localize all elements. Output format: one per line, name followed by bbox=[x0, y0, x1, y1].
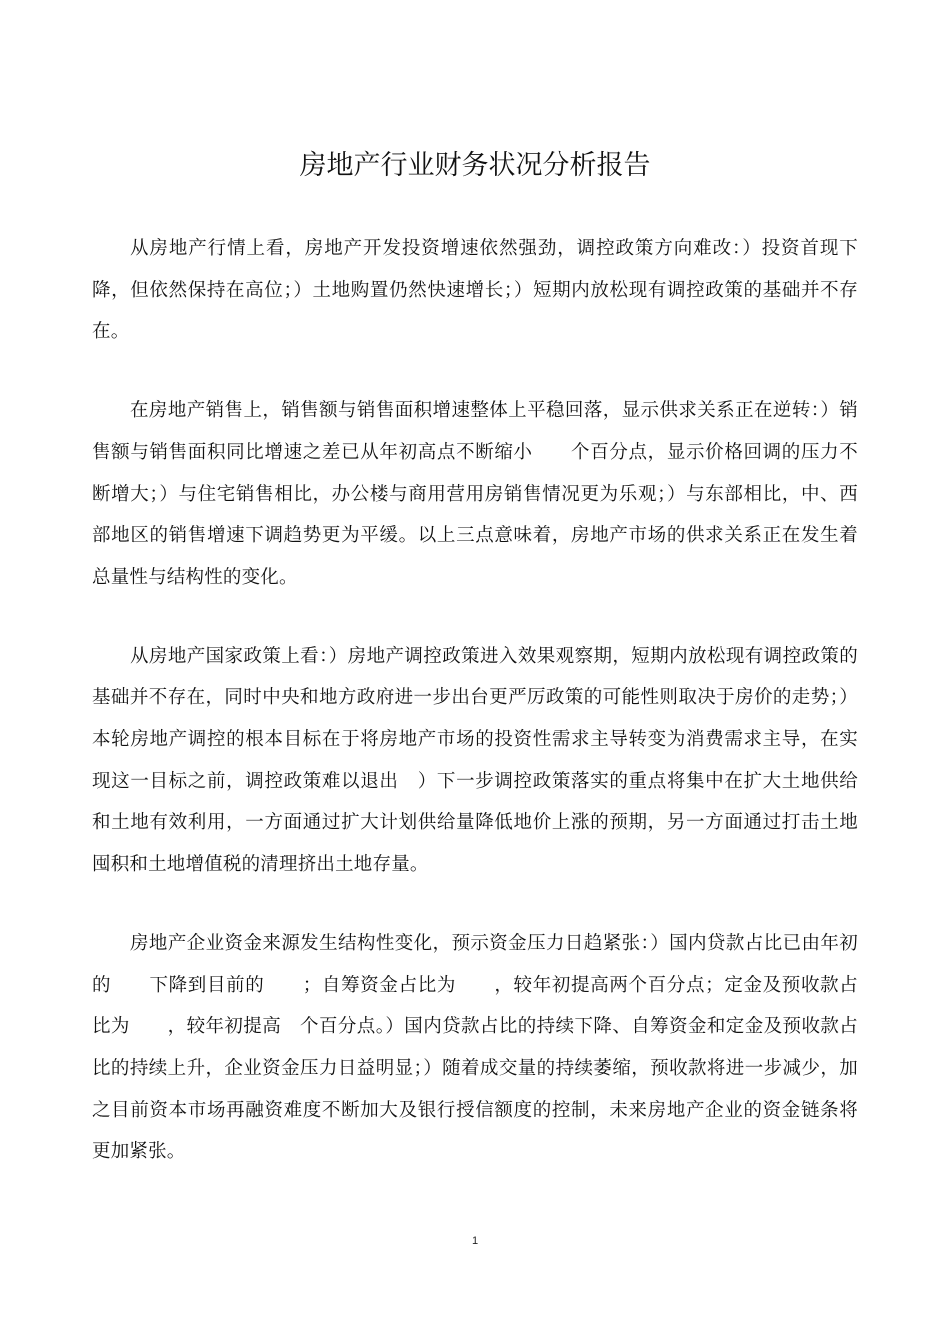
paragraph-sales: 在房地产销售上，销售额与销售面积增速整体上平稳回落，显示供求关系正在逆转：）销售额与销售面积同比增速之差已从年初高点不断缩小 个百分点，显示价格回调的压力不断增大；）与住宅销售相比，办公楼与商用营用房销售情况更为乐观；）与东部相比，中、西部地区的销售增速下调趋势更为平缓。以上三点意味着，房地产市场的供求关系正在发生着总量性与结构性的变化。 bbox=[92, 400, 858, 588]
document-title: 房地产行业财务状况分析报告 bbox=[299, 150, 651, 181]
page-number: 1 bbox=[471, 1235, 479, 1247]
document-body bbox=[92, 228, 858, 1210]
paragraph-policy: 从房地产国家政策上看：）房地产调控政策进入效果观察期，短期内放松现有调控政策的基础并不存在，同时中央和地方政府进一步出台更严厉政策的可能性则取决于房价的走势；）本轮房地产调控的根本目标在于将房地产市场的投资性需求主导转变为消费需求主导，在实现这一目标之前，调控政策难以退出 ）下一步调控政策落实的重点将集中在扩大土地供给和土地有效利用，一方面通过扩大计划供给量降低地价上涨的预期，另一方面通过打击土地囤积和土地增值税的清理挤出土地存量。 bbox=[92, 645, 858, 876]
paragraph-market-trend: 从房地产行情上看，房地产开发投资增速依然强劲，调控政策方向难改：）投资首现下降，但依然保持在高位；）土地购置仍然快速增长；）短期内放松现有调控政策的基础并不存在。 bbox=[92, 238, 858, 343]
paragraph-funding: 房地产企业资金来源发生结构性变化，预示资金压力日趋紧张：）国内贷款占比已由年初的 下降到目前的 ；自筹资金占比为 ，较年初提高两个百分点；定金及预收款占比为 ，较年初提高 个百分点。）国内贷款占比的持续下降、自筹资金和定金及预收款占比的持续上升，企业资金压力日益明显；）随着成交量的持续萎缩，预收款将进一步减少，加之目前资本市场再融资难度不断加大及银行授信额度的控制，未来房地产企业的资金链条将更加紧张。 bbox=[92, 932, 858, 1163]
